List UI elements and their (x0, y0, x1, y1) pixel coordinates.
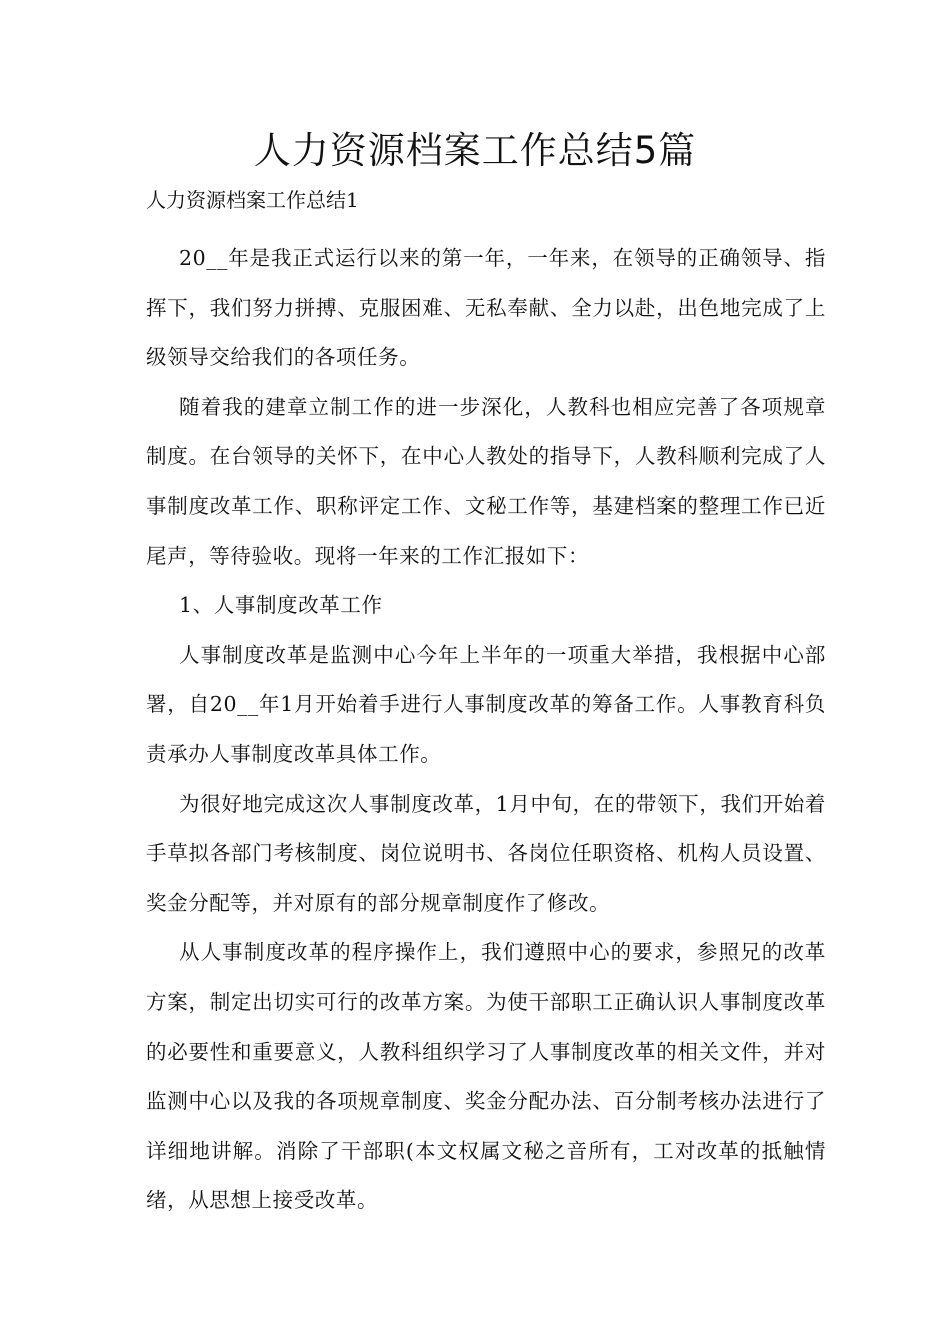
subheading-reform: 1、人事制度改革工作 (179, 593, 383, 618)
document-title: 人力资源档案工作总结5篇 (253, 129, 697, 172)
paragraph-reform-intro: 人事制度改革是监测中心今年上半年的一项重大举措，我根据中心部署，自20__年1月开始着手进行人事制度改革的筹备工作。人事教育科负责承办人事制度改革具体工作。 (146, 642, 826, 766)
paragraph-reform-procedure: 从人事制度改革的程序操作上，我们遵照中心的要求，参照兄的改革方案，制定出切实可行的改革方案。为使干部职工正确认识人事制度改革的必要性和重要意义，人教科组织学习了人事制度改革的相关文件，并对监测中心以及我的各项规章制度、奖金分配办法、百分制考核办法进行了详细地讲解。消除了干部职(本文权属文秘之音所有，工对改革的抵触情绪，从思想上接受改革。 (146, 940, 826, 1213)
paragraph-intro: 20__年是我正式运行以来的第一年，一年来，在领导的正确领导、指挥下，我们努力拼搏、克服困难、无私奉献、全力以赴，出色地完成了上级领导交给我们的各项任务。 (146, 246, 826, 370)
document-body (146, 234, 826, 1226)
section-heading: 人力资源档案工作总结1 (146, 188, 359, 212)
paragraph-overview: 随着我的建章立制工作的进一步深化，人教科也相应完善了各项规章制度。在台领导的关怀下，在中心人教处的指导下，人教科顺利完成了人事制度改革工作、职称评定工作、文秘工作等，基建档案的整理工作已近尾声，等待验收。现将一年来的工作汇报如下： (146, 394, 826, 568)
paragraph-reform-prep: 为很好地完成这次人事制度改革，1月中旬，在的带领下，我们开始着手草拟各部门考核制度、岗位说明书、各岗位任职资格、机构人员设置、奖金分配等，并对原有的部分规章制度作了修改。 (146, 791, 826, 915)
